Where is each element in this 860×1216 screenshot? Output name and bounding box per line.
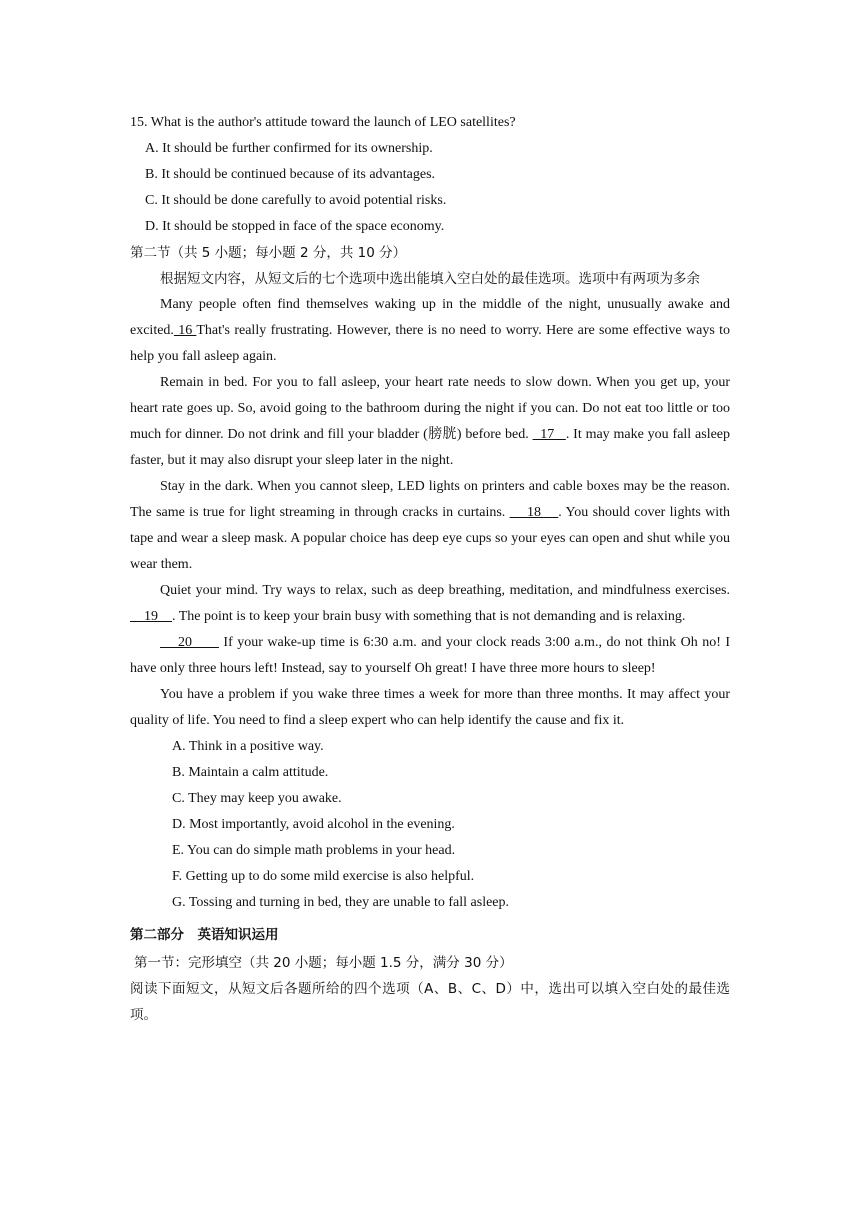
blank-19: 19 [130, 609, 172, 624]
document-content [130, 110, 730, 1028]
blank-20: 20 [160, 635, 219, 650]
passage-text: . You should cover lights with tape and wear a sleep mask. A popular choice has deep eye cups so your eyes can open and shut while you wear them. [130, 505, 730, 572]
choice-d: D. Most importantly, avoid alcohol in the evening. [172, 817, 455, 832]
passage-text: . The point is to keep your brain busy with something that is not demanding and is relaxing. [172, 609, 686, 624]
choice-e: E. You can do simple math problems in your head. [172, 843, 456, 858]
passage-paragraph-2 [130, 370, 730, 474]
passage-paragraph-6: You have a problem if you wake three times a week for more than three months. It may affect your quality of life. You need to find a sleep expert who can help identify the cause and fix it. [130, 687, 730, 728]
section-header: 第二节（共 5 小题；每小题 2 分，共 10 分） [130, 245, 407, 261]
blank-18: 18 [509, 505, 559, 520]
instruction: 根据短文内容，从短文后的七个选项中选出能填入空白处的最佳选项。选项中有两项为多余 [160, 271, 700, 287]
passage-paragraph-1 [130, 292, 730, 370]
passage-text: That's really frustrating. However, there is no need to worry. Here are some effective ways to help you fall asleep again. [130, 323, 731, 364]
choice-g: G. Tossing and turning in bed, they are unable to fall asleep. [172, 895, 510, 910]
part2-instruction: 阅读下面短文，从短文后各题所给的四个选项（A、B、C、D）中，选出可以填入空白处的最佳选项。 [130, 981, 730, 1023]
part2-title: 第二部分 英语知识运用 [130, 927, 279, 943]
question-15-stem: 15. What is the author's attitude toward the launch of LEO satellites? [130, 115, 516, 130]
question-15-option-d: D. It should be stopped in face of the space economy. [145, 219, 445, 234]
passage-text: Remain in bed. For you to fall asleep, your heart rate needs to slow down. When you get up, your heart rate goes up. So, avoid going to the bathroom during the night if you can. Do not eat too little or too much for dinner. Do not drink and fill your bladder (膀胱) before bed. [130, 375, 730, 442]
passage-paragraph-4 [130, 578, 730, 630]
passage-paragraph-5 [130, 630, 730, 682]
choice-f: F. Getting up to do some mild exercise is also helpful. [172, 869, 475, 884]
question-15-option-a: A. It should be further confirmed for its ownership. [145, 141, 433, 156]
blank-16: 16 [173, 323, 197, 338]
choice-b: B. Maintain a calm attitude. [172, 765, 329, 780]
question-15-option-c: C. It should be done carefully to avoid potential risks. [145, 193, 447, 208]
blank-17: 17 [532, 427, 566, 442]
part2-section: 第一节：完形填空（共 20 小题；每小题 1.5 分，满分 30 分） [134, 955, 513, 971]
passage-text: If your wake-up time is 6:30 a.m. and your clock reads 3:00 a.m., do not think Oh no! I have only three hours left! Instead, say to yourself Oh great! I have three more hours to sleep! [130, 635, 731, 676]
choice-a: A. Think in a positive way. [172, 739, 324, 754]
passage-text: Many people often find themselves waking up in the middle of the night, unusually awake and excited. [130, 297, 730, 338]
choice-c: C. They may keep you awake. [172, 791, 342, 806]
question-15-option-b: B. It should be continued because of its advantages. [145, 167, 436, 182]
passage-paragraph-3 [130, 474, 730, 578]
passage-text: . It may make you fall asleep faster, but it may also disrupt your sleep later in the night. [130, 427, 731, 468]
passage-text: Stay in the dark. When you cannot sleep, LED lights on printers and cable boxes may be the reason. The same is true for light streaming in through cracks in curtains. [130, 479, 730, 520]
passage-text: Quiet your mind. Try ways to relax, such as deep breathing, meditation, and mindfulness exercises. [160, 583, 730, 598]
